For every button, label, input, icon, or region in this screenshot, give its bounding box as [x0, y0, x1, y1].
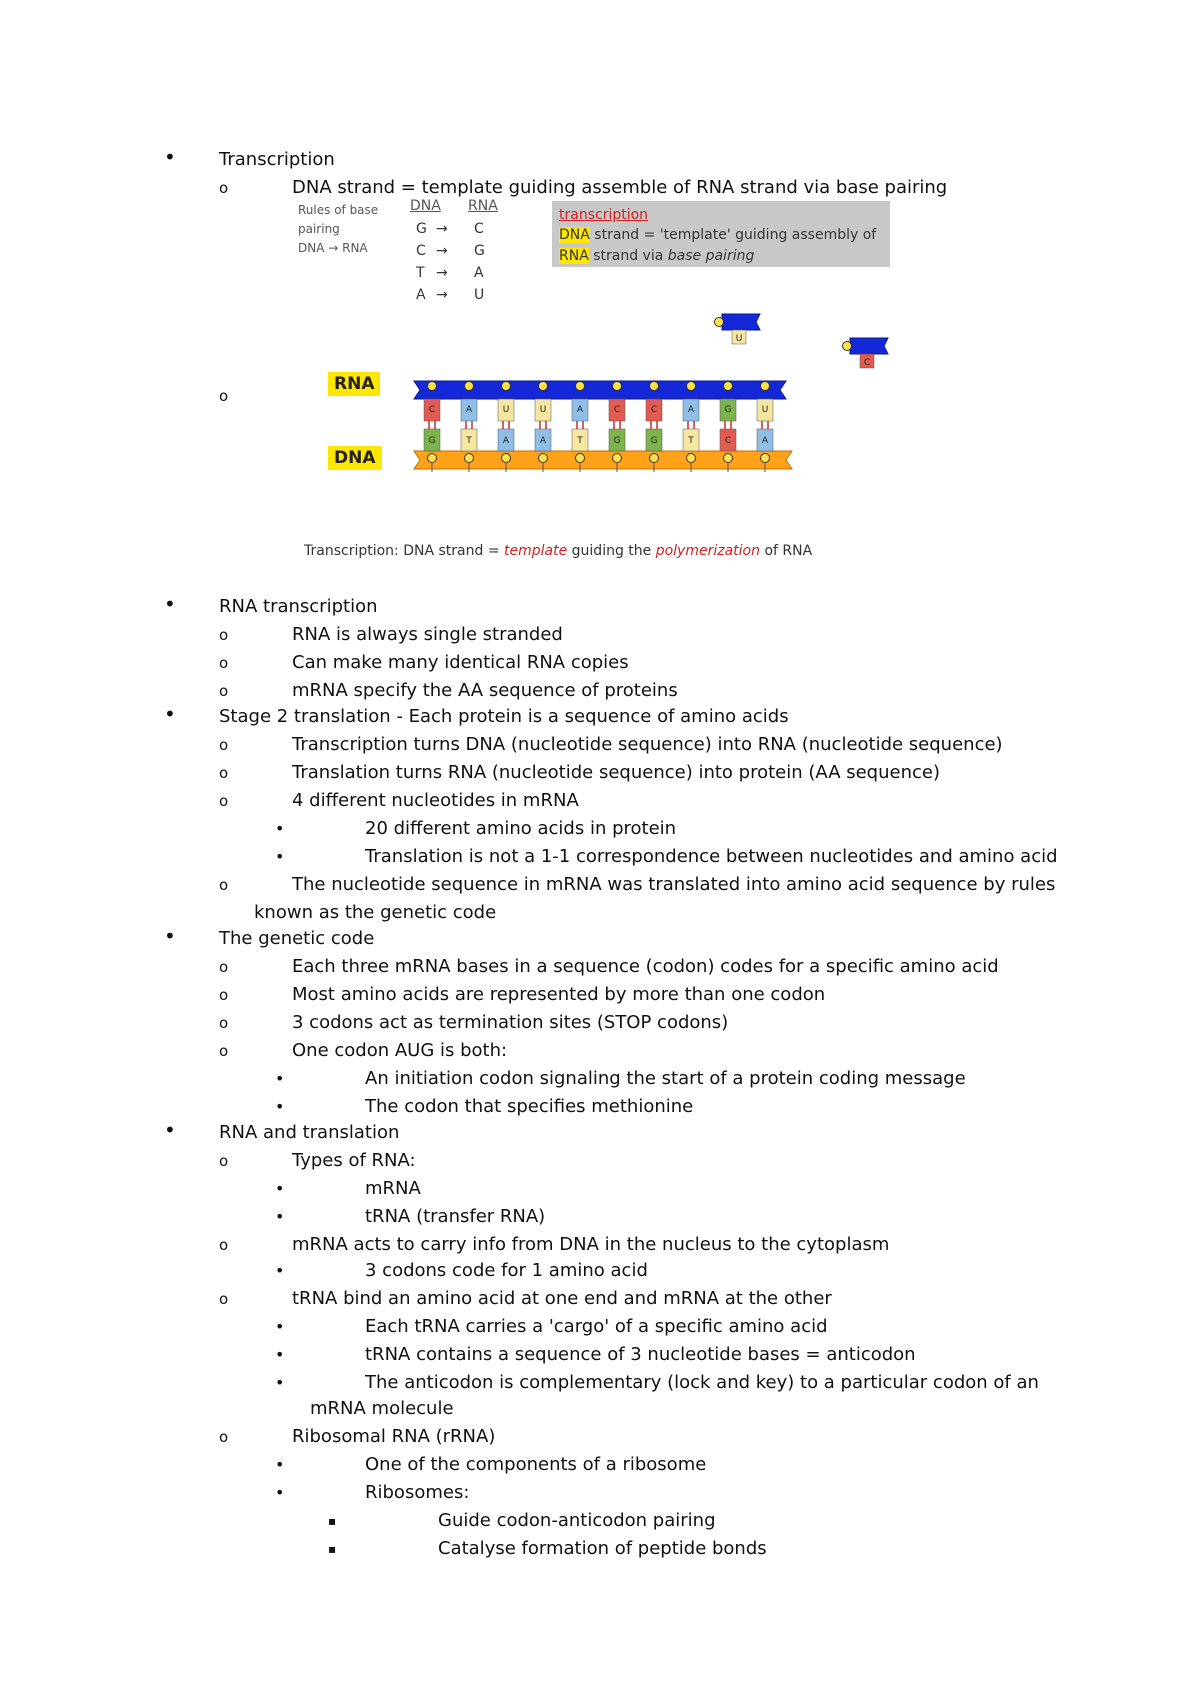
bullet: •	[164, 1118, 176, 1142]
list-item: RNA is always single stranded	[292, 624, 563, 645]
bullet: •	[164, 924, 176, 948]
dna-base-label: A	[502, 436, 510, 446]
list-item: Translation is not a 1-1 correspondence between nucleotides and amino acid	[365, 846, 1058, 867]
bullet: o	[219, 1014, 229, 1032]
bullet: •	[164, 145, 176, 169]
rna-phosphate	[576, 382, 585, 391]
rna-phosphate	[428, 382, 437, 391]
list-item: 3 codons act as termination sites (STOP codons)	[292, 1012, 729, 1033]
list-item: Ribosomal RNA (rRNA)	[292, 1426, 496, 1447]
free-nucleotide-phosphate	[843, 342, 852, 351]
list-item: tRNA (transfer RNA)	[365, 1206, 546, 1227]
bullet: •	[275, 1097, 285, 1116]
section-heading: RNA transcription	[219, 596, 378, 617]
list-item: One of the components of a ribosome	[365, 1454, 707, 1475]
heading-transcription: Transcription	[219, 149, 335, 170]
pair-rna: U	[474, 287, 485, 303]
bullet: •	[275, 1069, 285, 1088]
rna-phosphate	[761, 382, 770, 391]
rna-base-label: A	[465, 405, 473, 415]
list-item: mRNA specify the AA sequence of proteins	[292, 680, 678, 701]
list-item: known as the genetic code	[254, 902, 497, 923]
pair-arrow: →	[436, 221, 448, 237]
box-line-1: DNA strand = 'template' guiding assembly of	[559, 227, 877, 243]
list-item: mRNA molecule	[310, 1398, 454, 1419]
bullet: o	[219, 792, 229, 810]
pair-dna: T	[416, 265, 425, 281]
rna-label: RNA	[328, 372, 380, 396]
list-item: Can make many identical RNA copies	[292, 652, 629, 673]
list-item: tRNA contains a sequence of 3 nucleotide bases = anticodon	[365, 1344, 916, 1365]
diagram-caption: Transcription: DNA strand = template guiding the polymerization of RNA	[304, 543, 813, 559]
list-item: mRNA	[365, 1178, 421, 1199]
rna-base-label: U	[502, 405, 510, 415]
list-item: Translation turns RNA (nucleotide sequence) into protein (AA sequence)	[292, 762, 940, 783]
pair-arrow: →	[436, 265, 448, 281]
dna-label: DNA	[328, 446, 382, 470]
dna-base-label: C	[724, 436, 732, 446]
rna-phosphate	[613, 382, 622, 391]
dna-base-label: T	[466, 436, 472, 446]
list-item: mRNA acts to carry info from DNA in the nucleus to the cytoplasm	[292, 1234, 890, 1255]
dna-phosphate	[428, 454, 437, 463]
dna-phosphate	[502, 454, 511, 463]
bullet: •	[275, 819, 285, 838]
box-title: transcription	[559, 207, 649, 223]
pair-rna: A	[474, 265, 484, 281]
bullet: o	[219, 387, 229, 405]
bullet: o	[219, 1152, 229, 1170]
list-item: Transcription turns DNA (nucleotide sequence) into RNA (nucleotide sequence)	[292, 734, 1003, 755]
bullet: ▪	[328, 1514, 337, 1528]
list-item: One codon AUG is both:	[292, 1040, 508, 1061]
bullet: o	[219, 1290, 229, 1308]
rna-phosphate	[687, 382, 696, 391]
bullet: •	[164, 702, 176, 726]
bullet: •	[164, 592, 176, 616]
section-heading: RNA and translation	[219, 1122, 400, 1143]
dna-phosphate	[724, 454, 733, 463]
list-item: Each three mRNA bases in a sequence (codon) codes for a specific amino acid	[292, 956, 999, 977]
bullet: •	[275, 1317, 285, 1336]
bullet: o	[219, 986, 229, 1004]
bullet: o	[219, 1042, 229, 1060]
pair-dna: G	[416, 221, 427, 237]
pair-arrow: →	[436, 287, 448, 303]
pair-arrow: →	[436, 243, 448, 259]
list-item: 3 codons code for 1 amino acid	[365, 1260, 648, 1281]
pair-rna: G	[474, 243, 485, 259]
bullet: •	[275, 1455, 285, 1474]
rna-phosphate	[539, 382, 548, 391]
dna-phosphate	[613, 454, 622, 463]
list-item: Most amino acids are represented by more than one codon	[292, 984, 826, 1005]
free-nucleotide-backbone	[722, 314, 760, 330]
bullet: o	[219, 179, 229, 197]
dna-phosphate	[650, 454, 659, 463]
section-heading: Stage 2 translation - Each protein is a sequence of amino acids	[219, 706, 789, 727]
section-heading: The genetic code	[219, 928, 375, 949]
dna-base-label: T	[688, 436, 694, 446]
bullet: •	[275, 1345, 285, 1364]
pair-rna: C	[474, 221, 484, 237]
dna-phosphate	[539, 454, 548, 463]
bullet: o	[219, 1236, 229, 1254]
list-item: Each tRNA carries a 'cargo' of a specific amino acid	[365, 1316, 828, 1337]
bullet: •	[275, 847, 285, 866]
free-nucleotide-label: U	[735, 334, 743, 344]
bullet: •	[275, 1483, 285, 1502]
free-nucleotide-phosphate	[715, 318, 724, 327]
rna-base-label: C	[613, 405, 621, 415]
bullet: •	[275, 1261, 285, 1280]
list-item: Ribosomes:	[365, 1482, 470, 1503]
rna-base-label: C	[650, 405, 658, 415]
dna-phosphate	[687, 454, 696, 463]
bullet: o	[219, 682, 229, 700]
list-item: DNA strand = template guiding assemble of RNA strand via base pairing	[292, 177, 948, 198]
box-line-2: RNA strand via base pairing	[559, 248, 755, 264]
rna-phosphate	[724, 382, 733, 391]
dna-base-label: G	[613, 436, 621, 446]
list-item: tRNA bind an amino acid at one end and mRNA at the other	[292, 1288, 832, 1309]
rna-base-label: C	[428, 405, 436, 415]
dna-base-label: A	[539, 436, 547, 446]
bullet: o	[219, 1428, 229, 1446]
bullet: o	[219, 654, 229, 672]
list-item: The nucleotide sequence in mRNA was translated into amino acid sequence by rules	[292, 874, 1056, 895]
list-item: Catalyse formation of peptide bonds	[438, 1538, 767, 1559]
dna-base-label: A	[761, 436, 769, 446]
rna-base-label: G	[724, 405, 732, 415]
dna-base-label: T	[577, 436, 583, 446]
rna-phosphate	[650, 382, 659, 391]
rna-base-label: A	[687, 405, 695, 415]
bullet: o	[219, 958, 229, 976]
list-item: The codon that specifies methionine	[365, 1096, 694, 1117]
list-item: 4 different nucleotides in mRNA	[292, 790, 579, 811]
pair-dna: C	[416, 243, 426, 259]
bullet: ▪	[328, 1542, 337, 1556]
free-nucleotide-label: C	[863, 358, 871, 368]
dna-phosphate	[761, 454, 770, 463]
dna-phosphate	[576, 454, 585, 463]
bullet: o	[219, 764, 229, 782]
list-item: Types of RNA:	[292, 1150, 416, 1171]
list-item: An initiation codon signaling the start of a protein coding message	[365, 1068, 966, 1089]
dna-base-label: G	[650, 436, 658, 446]
rna-base-label: U	[539, 405, 547, 415]
rna-base-label: A	[576, 405, 584, 415]
rna-phosphate	[465, 382, 474, 391]
rna-phosphate	[502, 382, 511, 391]
dna-base-label: G	[428, 436, 436, 446]
transcription-diagram	[0, 0, 1200, 520]
bullet: •	[275, 1373, 285, 1392]
rna-base-label: U	[761, 405, 769, 415]
list-item: The anticodon is complementary (lock and key) to a particular codon of an	[365, 1372, 1039, 1393]
bullet: •	[275, 1179, 285, 1198]
dna-phosphate	[465, 454, 474, 463]
bullet: •	[275, 1207, 285, 1226]
bullet: o	[219, 876, 229, 894]
list-item: 20 different amino acids in protein	[365, 818, 677, 839]
free-nucleotide-backbone	[850, 338, 888, 354]
bullet: o	[219, 626, 229, 644]
list-item: Guide codon-anticodon pairing	[438, 1510, 716, 1531]
pair-dna: A	[416, 287, 426, 303]
bullet: o	[219, 736, 229, 754]
